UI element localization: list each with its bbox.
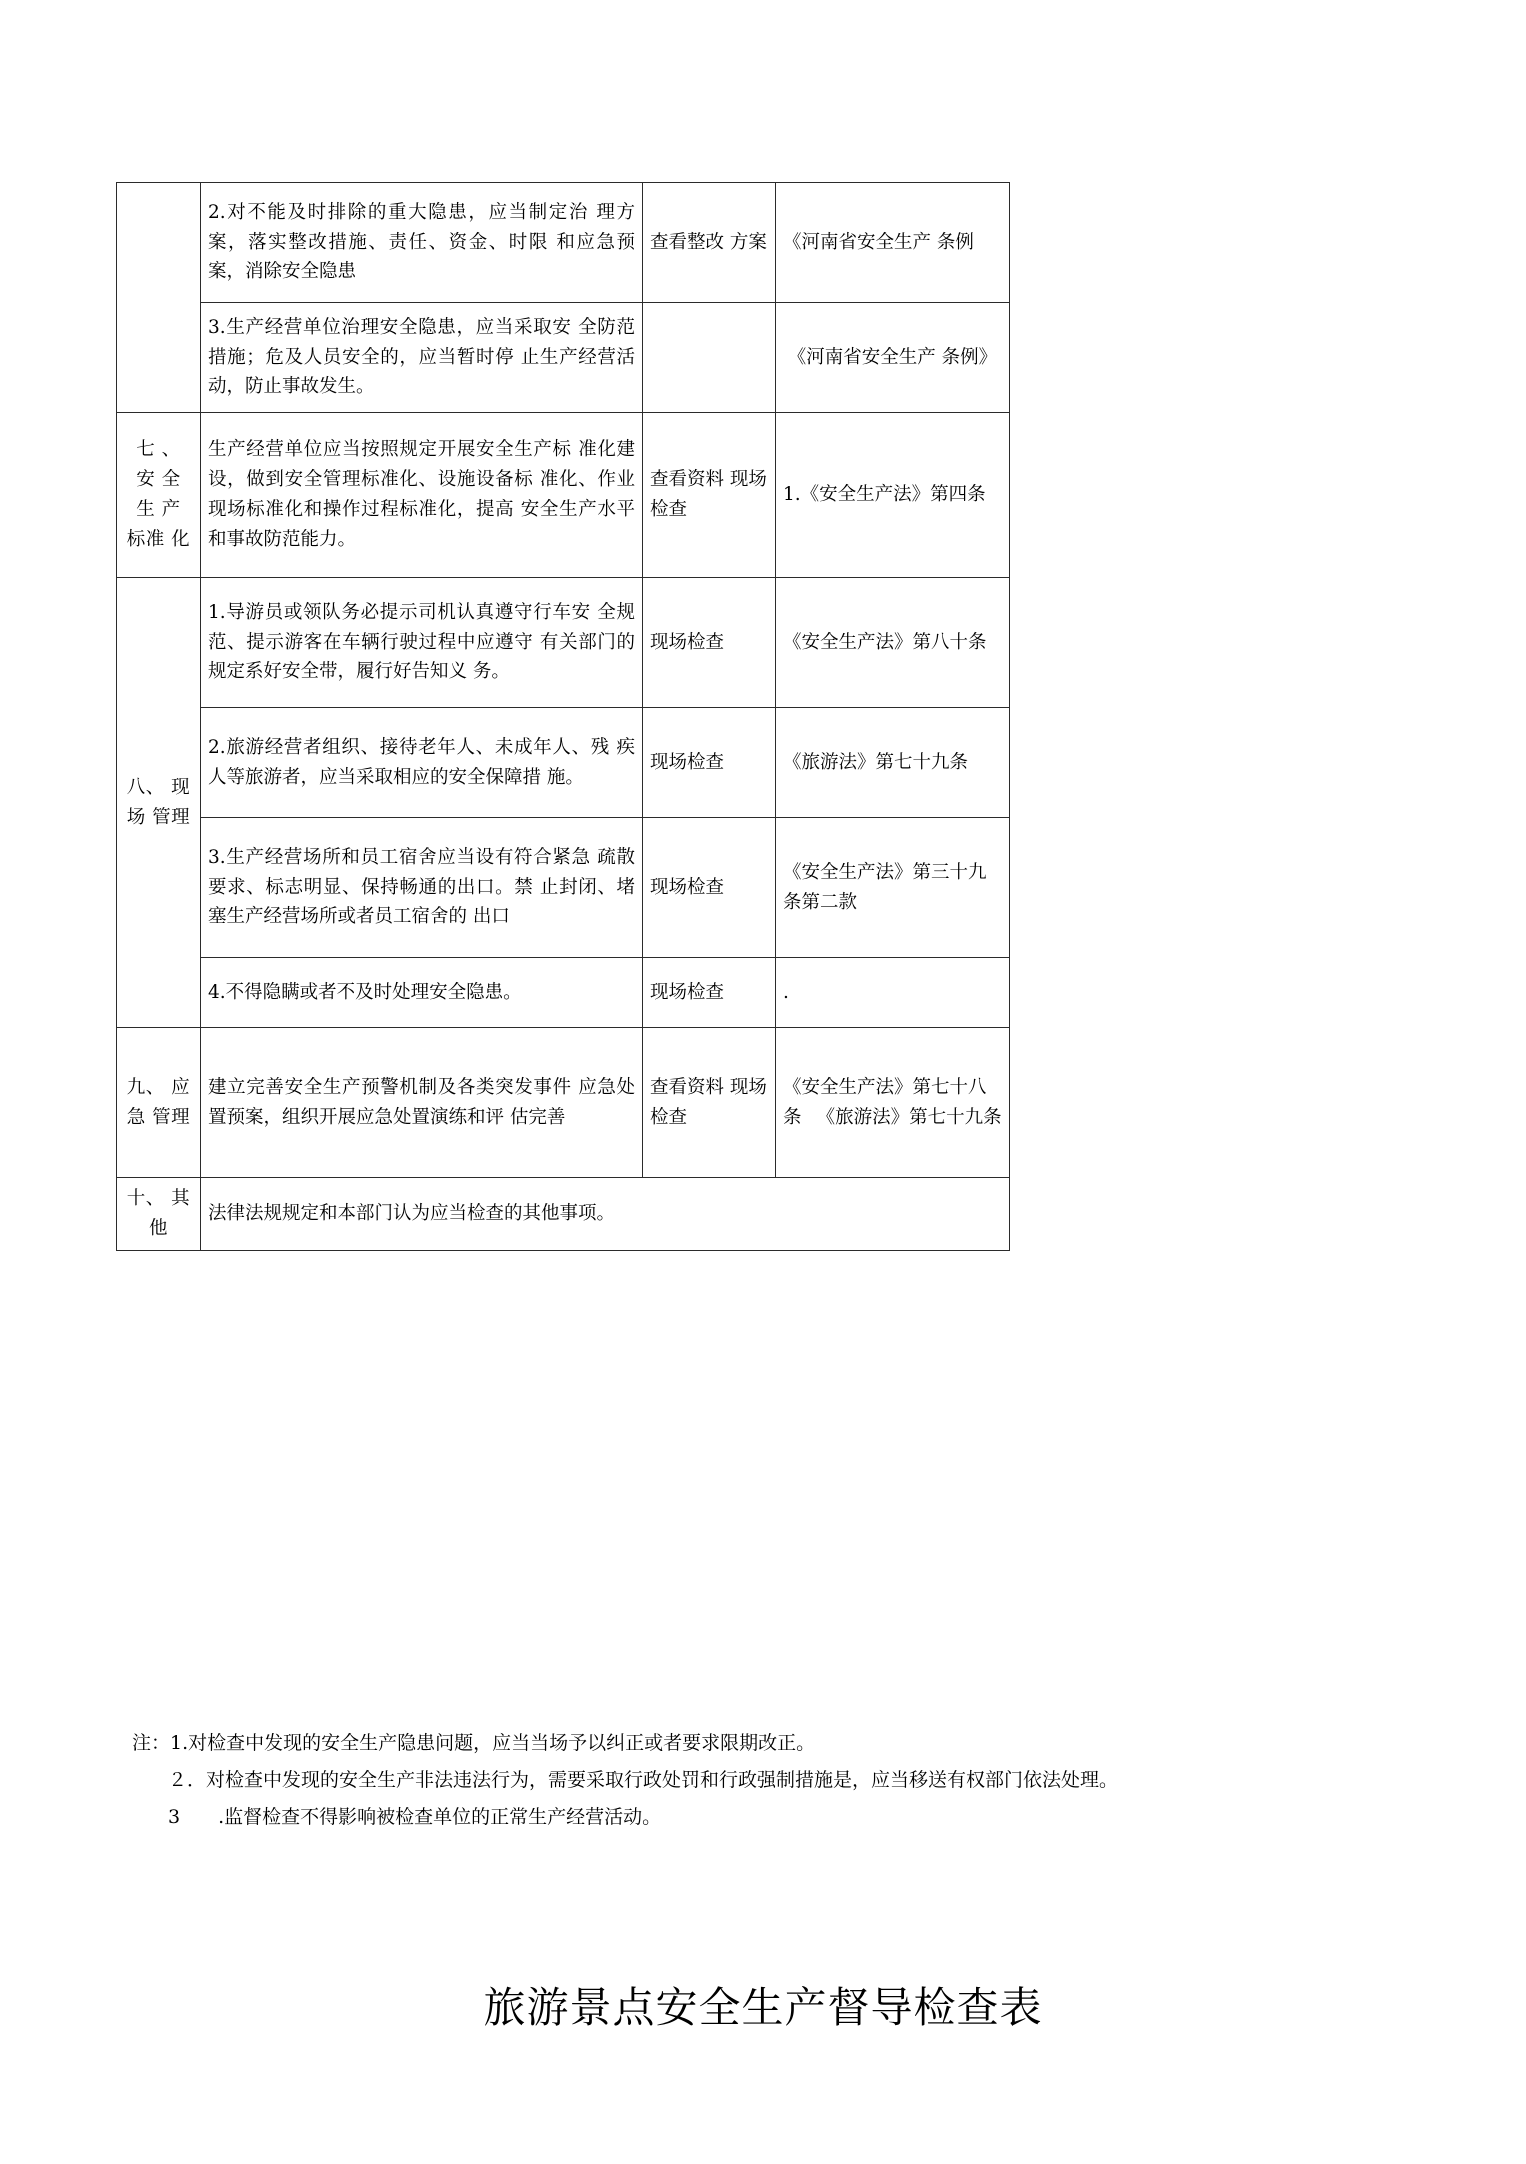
inspection-method-cell: 查看资料 现场检查: [643, 413, 776, 578]
category-cell: 十、 其他: [117, 1178, 201, 1251]
footnotes: [116, 1725, 1416, 1836]
table-row: [117, 183, 1010, 303]
table-row: [117, 708, 1010, 818]
inspection-item-cell: 3.生产经营场所和员工宿舍应当设有符合紧急 疏散要求、标志明显、保持畅通的出口。禁 止封闭、堵塞生产经营场所或者员工宿舍的 出口: [201, 818, 643, 958]
table-row: [117, 303, 1010, 413]
table-row: [117, 413, 1010, 578]
legal-basis-cell: 《安全生产法》第三十九条第二款: [776, 818, 1010, 958]
table-row: [117, 1178, 1010, 1251]
inspection-item-cell: 2.旅游经营者组织、接待老年人、未成年人、残 疾人等旅游者，应当采取相应的安全保障措 施。: [201, 708, 643, 818]
category-cell: 七 、 安 全 生 产 标准 化: [117, 413, 201, 578]
legal-basis-cell: .: [776, 958, 1010, 1028]
category-cell: [117, 183, 201, 413]
inspection-item-cell: 法律法规规定和本部门认为应当检查的其他事项。: [201, 1178, 1010, 1251]
legal-basis-cell: 《河南省安全生产 条例》: [776, 303, 1010, 413]
inspection-method-cell: 查看整改 方案: [643, 183, 776, 303]
table-row: [117, 578, 1010, 708]
table-row: [117, 1028, 1010, 1178]
category-cell: 九、 应急 管理: [117, 1028, 201, 1178]
page-title: 旅游景点安全生产督导检查表: [483, 1983, 1043, 2032]
inspection-method-cell: 查看资料 现场检查: [643, 1028, 776, 1178]
table-row: [117, 958, 1010, 1028]
legal-basis-cell: 1.《安全生产法》第四条: [776, 413, 1010, 578]
inspection-item-cell: 2.对不能及时排除的重大隐患，应当制定治 理方案，落实整改措施、责任、资金、时限 和应急预案，消除安全隐患: [201, 183, 643, 303]
footnote-1: 注：1.对检查中发现的安全生产隐患问题，应当当场予以纠正或者要求限期改正。: [132, 1732, 816, 1754]
inspection-item-cell: 建立完善安全生产预警机制及各类突发事件 应急处置预案，组织开展应急处置演练和评 估完善: [201, 1028, 643, 1178]
inspection-method-cell: [643, 303, 776, 413]
legal-basis-cell: 《安全生产法》第七十八条 《旅游法》第七十九条: [776, 1028, 1010, 1178]
inspection-method-cell: 现场检查: [643, 958, 776, 1028]
inspection-method-cell: 现场检查: [643, 578, 776, 708]
safety-inspection-table: [116, 182, 1010, 1251]
inspection-item-cell: 生产经营单位应当按照规定开展安全生产标 准化建设，做到安全管理标准化、设施设备标 准化、作业现场标准化和操作过程标准化，提高 安全生产水平和事故防范能力。: [201, 413, 643, 578]
footnote-3: 3 .监督检查不得影响被检查单位的正常生产经营活动。: [168, 1806, 662, 1829]
legal-basis-cell: 《安全生产法》第八十条: [776, 578, 1010, 708]
table-row: [117, 818, 1010, 958]
legal-basis-cell: 《旅游法》第七十九条: [776, 708, 1010, 818]
inspection-method-cell: 现场检查: [643, 708, 776, 818]
inspection-item-cell: 3.生产经营单位治理安全隐患，应当采取安 全防范措施；危及人员安全的，应当暂时停 止生产经营活动，防止事故发生。: [201, 303, 643, 413]
inspection-item-cell: 1.导游员或领队务必提示司机认真遵守行车安 全规范、提示游客在车辆行驶过程中应遵守 有关部门的规定系好安全带，履行好告知义 务。: [201, 578, 643, 708]
inspection-method-cell: 现场检查: [643, 818, 776, 958]
category-cell: 八、 现场 管理: [117, 578, 201, 1028]
legal-basis-cell: 《河南省安全生产 条例: [776, 183, 1010, 303]
footnote-2: ２．对检查中发现的安全生产非法违法行为，需要采取行政处罚和行政强制措施是，应当移送有权部门依法处理。: [168, 1769, 1119, 1792]
inspection-item-cell: 4.不得隐瞒或者不及时处理安全隐患。: [201, 958, 643, 1028]
